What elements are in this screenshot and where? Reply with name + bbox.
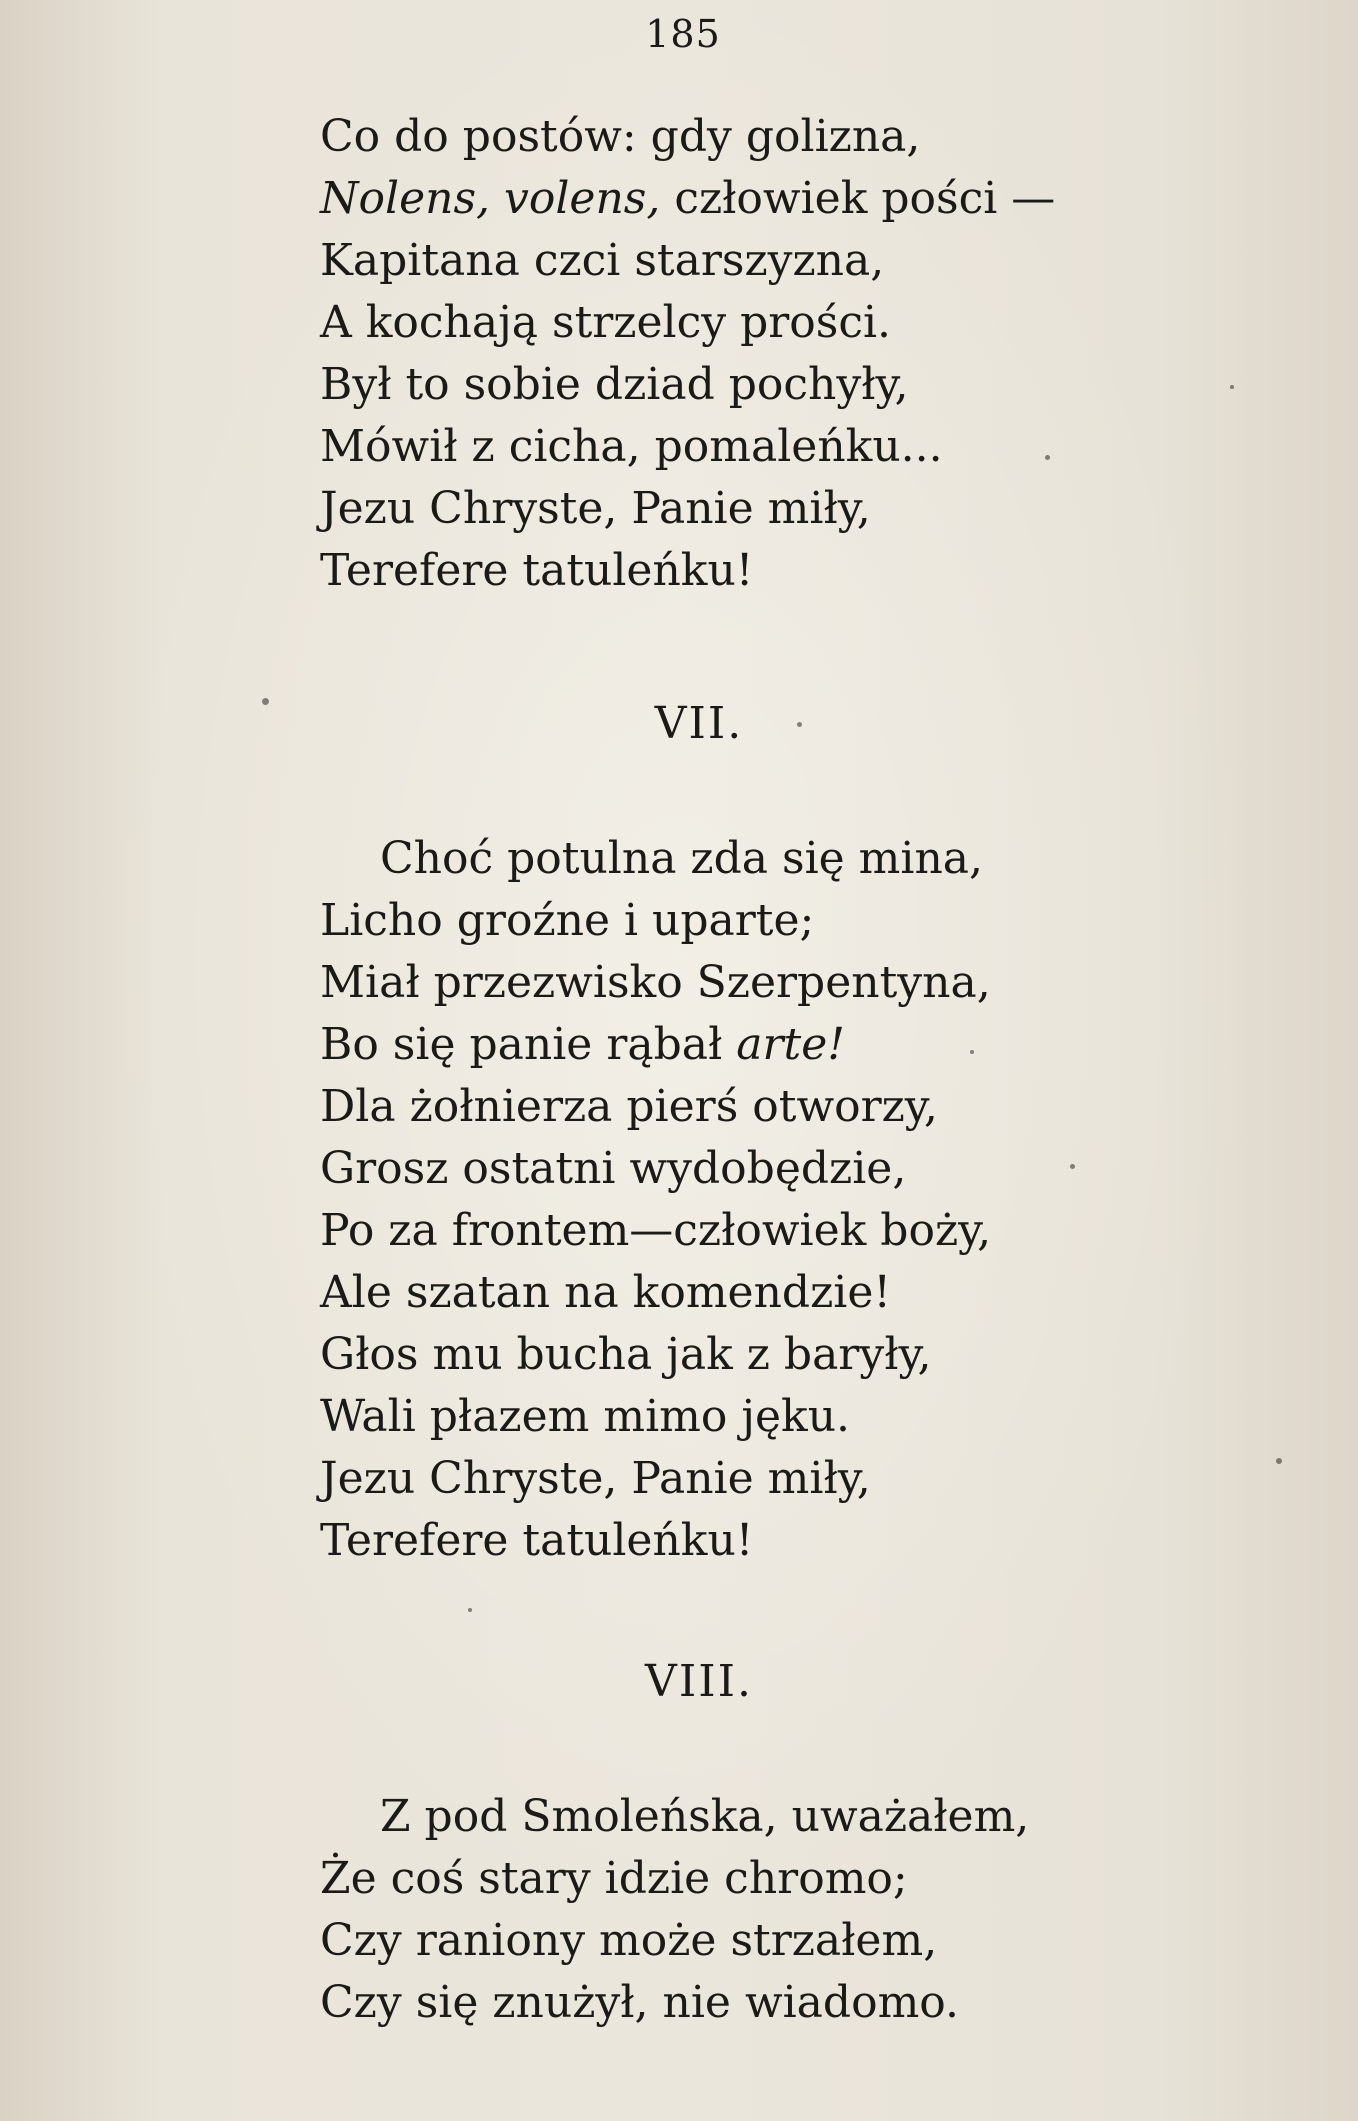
verse-line: Choć potulna zda się mina,	[380, 833, 984, 884]
paper-speck	[1230, 385, 1234, 389]
paper-speck	[797, 722, 802, 727]
page-number: 185	[645, 12, 721, 56]
verse-line-text: Bo się panie rąbał	[320, 1019, 737, 1070]
verse-line	[320, 168, 1220, 230]
verse-line: Co do postów: gdy golizna,	[320, 111, 921, 162]
verse-line: Wali płazem mimo jęku.	[320, 1391, 851, 1442]
verse-line: Po za frontem—człowiek boży,	[320, 1205, 992, 1256]
latin-phrase: Nolens, volens,	[320, 173, 661, 224]
stanza-3	[320, 1786, 1220, 2034]
italic-word: arte!	[736, 1019, 845, 1070]
verse-line: Jezu Chryste, Panie miły,	[320, 483, 871, 534]
paper-speck	[468, 1608, 472, 1612]
verse-line: Jezu Chryste, Panie miły,	[320, 1453, 871, 1504]
paper-speck	[1045, 455, 1050, 460]
section-heading-viii: VIII.	[645, 1656, 753, 1707]
verse-line	[320, 1014, 1220, 1076]
verse-line: Dla żołnierza pierś otworzy,	[320, 1081, 938, 1132]
verse-line: Był to sobie dziad pochyły,	[320, 359, 909, 410]
stanza-1	[320, 106, 1220, 602]
verse-line: A kochają strzelcy prości.	[320, 297, 892, 348]
section-heading-vii: VII.	[654, 698, 744, 749]
verse-line: Z pod Smoleńska, uważałem,	[380, 1791, 1030, 1842]
verse-line-text: człowiek pości —	[660, 173, 1056, 224]
paper-speck	[262, 698, 269, 705]
paper-speck	[1276, 1458, 1282, 1464]
verse-line: Czy się znużył, nie wiadomo.	[320, 1977, 959, 2028]
verse-line: Mówił z cicha, pomaleńku...	[320, 421, 943, 472]
verse-line: Że coś stary idzie chromo;	[320, 1853, 908, 1904]
verse-line: Ale szatan na komendzie!	[320, 1267, 892, 1318]
verse-line: Licho groźne i uparte;	[320, 895, 815, 946]
stanza-2	[320, 828, 1220, 1572]
verse-line: Terefere tatuleńku!	[320, 545, 754, 596]
verse-line: Miał przezwisko Szerpentyna,	[320, 957, 991, 1008]
verse-line: Głos mu bucha jak z baryły,	[320, 1329, 932, 1380]
verse-line: Czy raniony może strzałem,	[320, 1915, 938, 1966]
paper-speck	[1070, 1164, 1075, 1169]
verse-line: Terefere tatuleńku!	[320, 1515, 754, 1566]
verse-line: Kapitana czci starszyzna,	[320, 235, 885, 286]
paper-speck	[970, 1050, 974, 1054]
verse-line: Grosz ostatni wydobędzie,	[320, 1143, 907, 1194]
